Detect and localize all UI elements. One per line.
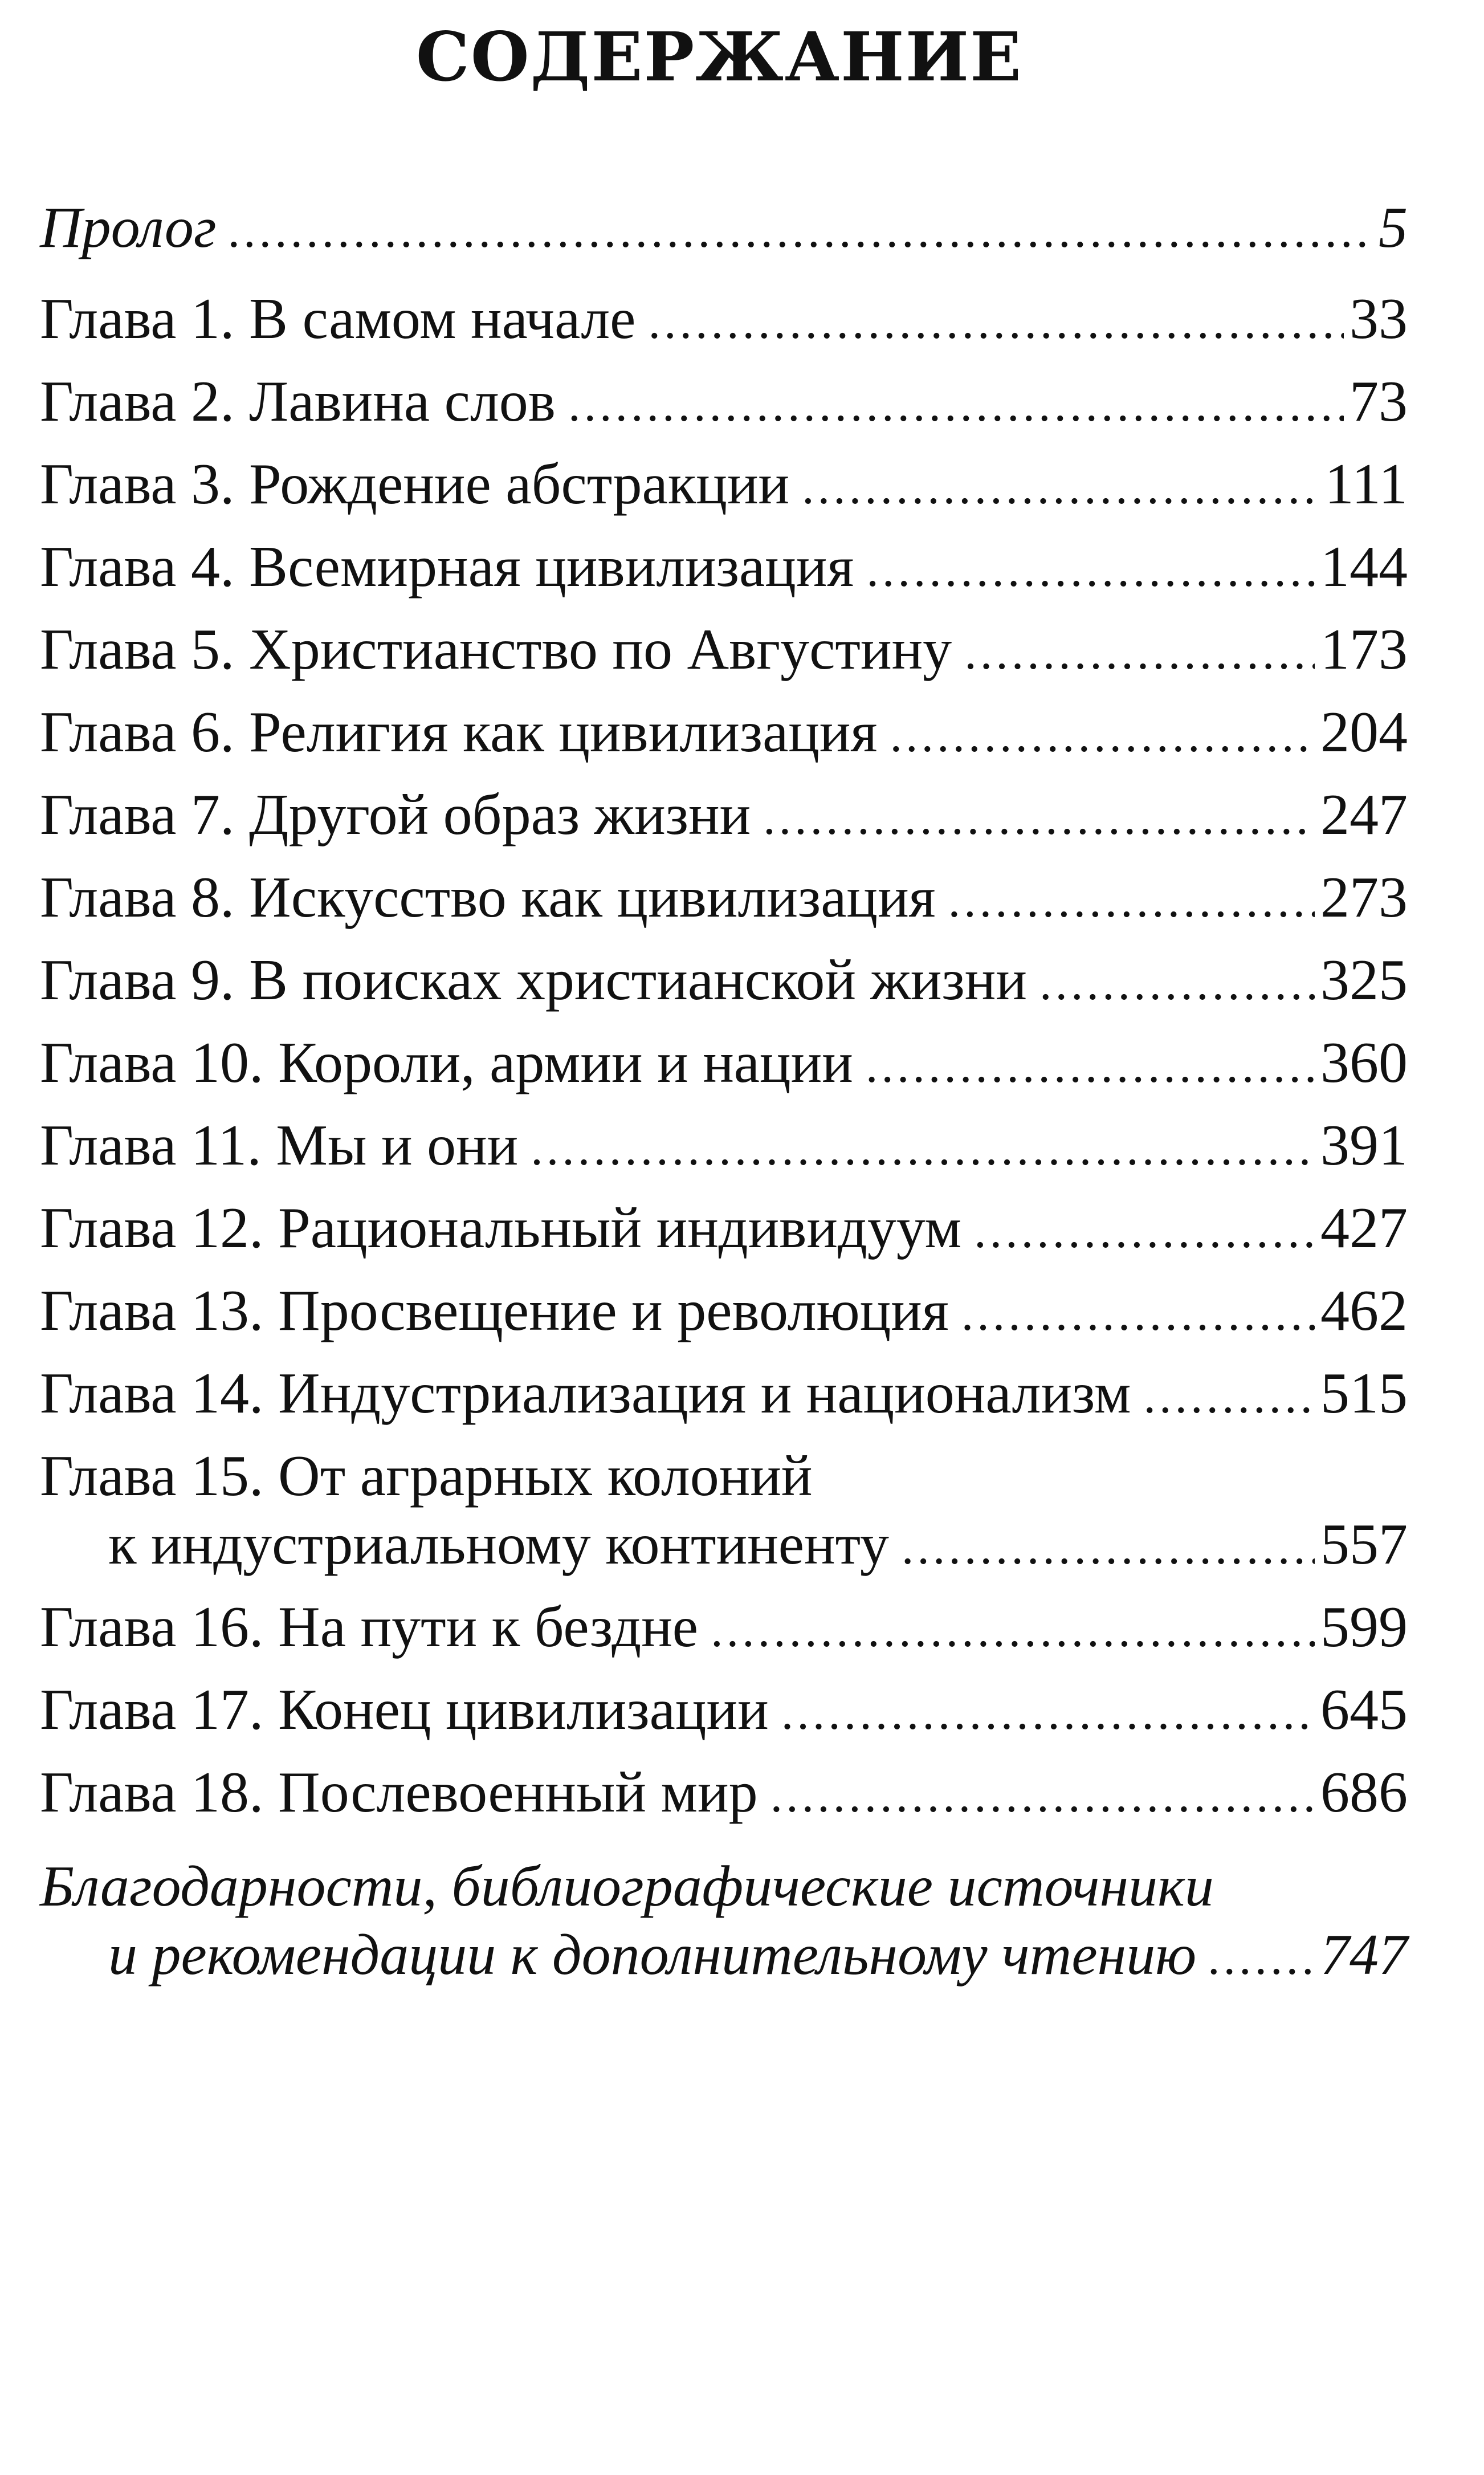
toc-entry-chapter-5[interactable] [40, 616, 1408, 684]
toc-entry-page: 645 [1320, 1678, 1408, 1742]
toc-entry-label: Глава 2. Лавина слов [40, 369, 556, 434]
dot-leader [229, 196, 1373, 264]
toc-entry-chapter-18[interactable] [40, 1758, 1408, 1827]
toc-entry-page: 515 [1320, 1361, 1408, 1426]
toc-entry-page: 273 [1320, 865, 1408, 930]
toc-entry-label: Глава 11. Мы и они [40, 1113, 519, 1178]
toc-entry-chapter-15[interactable] [40, 1442, 1408, 1579]
toc-entry-chapter-11[interactable] [40, 1112, 1408, 1180]
dot-leader [648, 287, 1344, 356]
toc-entry-chapter-2[interactable] [40, 368, 1408, 436]
dot-leader [902, 1513, 1315, 1581]
toc-entry-chapter-9[interactable] [40, 946, 1408, 1015]
toc-entry-page: 427 [1320, 1196, 1408, 1260]
toc-entry-page: 686 [1320, 1760, 1408, 1825]
dot-leader [568, 370, 1344, 438]
toc-entry-label: Глава 7. Другой образ жизни [40, 783, 751, 847]
toc-entry-page: 5 [1379, 196, 1408, 260]
dot-leader [964, 618, 1315, 686]
toc-entry-chapter-10[interactable] [40, 1029, 1408, 1097]
dot-leader [531, 1114, 1315, 1182]
toc-entry-page: 111 [1324, 452, 1408, 516]
toc-entry-page: 173 [1320, 617, 1408, 682]
dot-leader [866, 1031, 1315, 1100]
dot-leader [974, 1196, 1315, 1265]
dot-leader [711, 1595, 1315, 1664]
dot-leader [781, 1678, 1315, 1747]
toc-entry-page: 33 [1350, 287, 1408, 351]
toc-entry-page: 73 [1350, 369, 1408, 434]
page-title: СОДЕРЖАНИЕ [415, 17, 1023, 96]
dot-leader [890, 701, 1315, 769]
toc-entry-page: 247 [1320, 783, 1408, 847]
toc-entry-chapter-13[interactable] [40, 1277, 1408, 1345]
toc-entry-label: Глава 10. Короли, армии и нации [40, 1031, 853, 1095]
toc-entry-page: 325 [1320, 948, 1408, 1012]
toc-entry-label: Глава 8. Искусство как цивилизация [40, 865, 936, 930]
toc-entry-chapter-17[interactable] [40, 1676, 1408, 1744]
toc-entry-label: Глава 3. Рождение абстракции [40, 452, 790, 516]
toc-entry-page: 557 [1320, 1512, 1408, 1577]
toc-entry-acknowledgements[interactable] [40, 1853, 1408, 1995]
toc-entry-label: Глава 6. Религия как цивилизация [40, 700, 878, 764]
toc-entry-label: Глава 18. Послевоенный мир [40, 1760, 758, 1825]
toc-entry-label: Глава 14. Индустриализация и национализм [40, 1361, 1131, 1426]
toc-entry-label: Глава 5. Христианство по Августину [40, 617, 952, 682]
toc-entry-label: Глава 15. От аграрных колоний [40, 1444, 813, 1508]
dot-leader [948, 866, 1315, 934]
toc-entry-page: 204 [1320, 700, 1408, 764]
toc-entry-chapter-4[interactable] [40, 533, 1408, 601]
dot-leader [802, 453, 1319, 521]
dot-leader [866, 535, 1315, 604]
toc-entry-label: Глава 16. На пути к бездне [40, 1595, 699, 1659]
toc-entry-label: Глава 4. Всемирная цивилизация [40, 535, 854, 599]
toc-entry-chapter-14[interactable] [40, 1359, 1408, 1428]
dot-leader [770, 1761, 1315, 1829]
dot-leader [763, 783, 1315, 852]
toc-entry-page: 360 [1320, 1031, 1408, 1095]
dot-leader [1143, 1362, 1315, 1430]
toc-entry-page: 599 [1320, 1595, 1408, 1659]
toc-entry-chapter-6[interactable] [40, 698, 1408, 767]
toc-entry-page: 747 [1320, 1923, 1408, 1987]
toc-entry-label-continued: к индустриальному континенту [108, 1512, 889, 1577]
toc-entry-chapter-1[interactable] [40, 285, 1408, 353]
toc-entry-label: Глава 9. В поисках христианской жизни [40, 948, 1027, 1012]
toc-entry-page: 391 [1320, 1113, 1408, 1178]
toc-entry-label: Пролог [40, 196, 217, 260]
toc-entry-label: Глава 12. Рациональный индивидуум [40, 1196, 962, 1260]
toc-entry-chapter-12[interactable] [40, 1194, 1408, 1263]
toc-entry-chapter-3[interactable] [40, 450, 1408, 519]
toc-entry-label: Глава 1. В самом начале [40, 287, 636, 351]
toc-entry-label-continued: и рекомендации к дополнительному чтению [108, 1923, 1197, 1987]
toc-entry-chapter-7[interactable] [40, 781, 1408, 849]
dot-leader [1039, 949, 1315, 1017]
toc-entry-page: 144 [1320, 535, 1408, 599]
toc-entry-label: Благодарности, библиографические источники [40, 1854, 1214, 1919]
toc-entry-prologue[interactable] [40, 194, 1408, 262]
toc-entry-label: Глава 13. Просвещение и революция [40, 1279, 949, 1343]
toc-entry-chapter-16[interactable] [40, 1593, 1408, 1662]
toc-entry-label: Глава 17. Конец цивилизации [40, 1678, 769, 1742]
dot-leader [1209, 1923, 1315, 1992]
dot-leader [961, 1279, 1315, 1348]
toc-entry-chapter-8[interactable] [40, 864, 1408, 932]
toc-entry-page: 462 [1320, 1279, 1408, 1343]
